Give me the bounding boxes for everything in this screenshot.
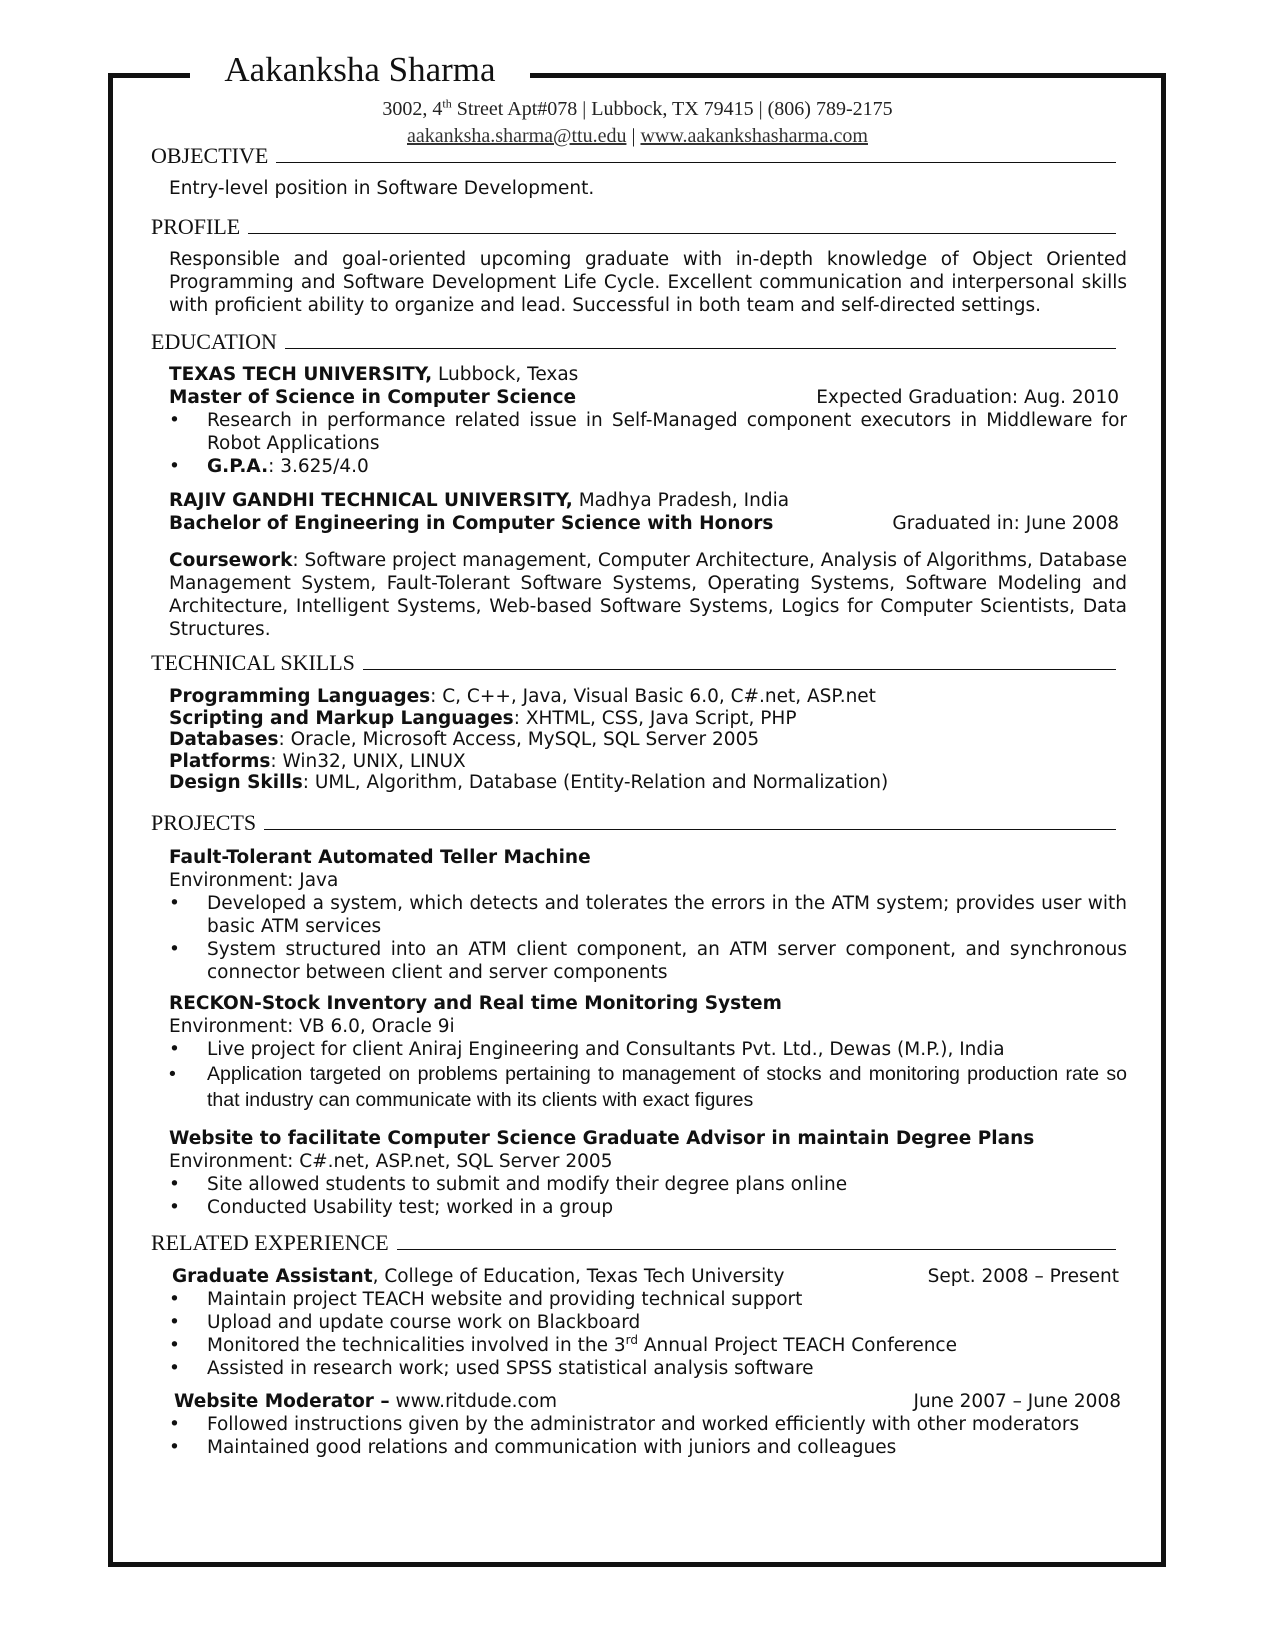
coursework: Coursework: Software project management, Computer Architecture, Analysis of Algorithms, Database Management System, Fault-Tolerant Software Systems, Operating Systems, Software Modeling and Architecture, Intelligent Systems, Web-based Software Systems, Logics for Computer Scientists, Data Structures.: [169, 550, 1127, 640]
skill-row: Databases: Oracle, Microsoft Access, MySQL, SQL Server 2005: [169, 729, 760, 750]
profile-heading: PROFILE: [151, 214, 1116, 240]
website-link[interactable]: www.aakankshasharma.com: [640, 125, 868, 147]
list-item: • Maintain project TEACH website and providing technical support: [169, 1288, 1127, 1311]
job-website-moderator: Website Moderator – www.ritdude.com June 2007 – June 2008 • Followed instructions given by the administrator and worked efficiently with other moderators • Maintained good relations and communication with juniors and colleagues: [169, 1390, 1127, 1459]
skills-heading: TECHNICAL SKILLS: [151, 650, 1116, 676]
list-item: • Upload and update course work on Blackboard: [169, 1311, 1127, 1334]
list-item: • Developed a system, which detects and tolerates the errors in the ATM system; provides user with basic ATM services: [169, 892, 1127, 938]
candidate-name: Aakanksha Sharma: [190, 50, 530, 90]
list-item: • Research in performance related issue in Self-Managed component executors in Middleware for Robot Applications: [169, 409, 1127, 455]
contact-address: 3002, 4th Street Apt#078 | Lubbock, TX 79415 | (806) 789-2175: [382, 96, 893, 120]
list-item: • Maintained good relations and communication with juniors and colleagues: [169, 1436, 1127, 1459]
skill-row: Scripting and Markup Languages: XHTML, CSS, Java Script, PHP: [169, 707, 797, 729]
list-item: • Assisted in research work; used SPSS statistical analysis software: [169, 1357, 1127, 1380]
job-graduate-assistant: Graduate Assistant, College of Education, Texas Tech University Sept. 2008 – Present • Maintain project TEACH website and providing technical support • Upload and update course work on Blackboard • Monitored the technicalities involved in the 3rd Annual Project TEACH Conference • Assisted in research work; used SPSS statistical analysis software: [169, 1265, 1127, 1380]
list-item: • Application targeted on problems pertaining to management of stocks and monitoring production rate so that industry can communicate with its clients with exact figures: [169, 1061, 1127, 1113]
list-item: • Site allowed students to submit and modify their degree plans online: [169, 1173, 1127, 1196]
objective-heading: OBJECTIVE: [151, 143, 1116, 169]
education-rgtu: RAJIV GANDHI TECHNICAL UNIVERSITY, Madhya Pradesh, India Bachelor of Engineering in Computer Science with Honors Graduated in: June 2008: [169, 490, 1119, 534]
list-item: • System structured into an ATM client component, an ATM server component, and synchronous connector between client and server components: [169, 938, 1127, 984]
education-ttu: TEXAS TECH UNIVERSITY, Lubbock, Texas Master of Science in Computer Science Expected Graduation: Aug. 2010 • Research in performance related issue in Self-Managed component executors in Middleware for Robot Applications • G.P.A.: 3.625/4.0: [169, 363, 1127, 478]
objective-text: Entry-level position in Software Development.: [169, 178, 595, 199]
skill-row: Platforms: Win32, UNIX, LINUX: [169, 750, 466, 772]
project-website: Website to facilitate Computer Science Graduate Advisor in maintain Degree Plans Environment: C#.net, ASP.net, SQL Server 2005 • Site allowed students to submit and modify their degree plans online • Conducted Usability test; worked in a group: [169, 1127, 1127, 1219]
list-item: • Followed instructions given by the administrator and worked efficiently with other moderators: [169, 1413, 1127, 1436]
skill-row: Programming Languages: C, C++, Java, Visual Basic 6.0, C#.net, ASP.net: [169, 686, 876, 707]
profile-text: Responsible and goal-oriented upcoming graduate with in-depth knowledge of Object Oriented Programming and Software Development Life Cycle. Excellent communication and interpersonal skills with proficient ability to organize and lead. Successful in both team and self-directed settings.: [169, 249, 1127, 316]
email-link[interactable]: aakanksha.sharma@ttu.edu: [407, 125, 627, 147]
projects-heading: PROJECTS: [151, 810, 1116, 836]
project-reckon: RECKON-Stock Inventory and Real time Monitoring System Environment: VB 6.0, Oracle 9i • Live project for client Aniraj Engineering and Consultants Pvt. Ltd., Dewas (M.P.), India • Application targeted on problems pertaining to management of stocks and monitoring production rate so that industry can communicate with its clients with exact figures: [169, 992, 1127, 1113]
list-item: • Monitored the technicalities involved in the 3rd Annual Project TEACH Conference: [169, 1334, 1127, 1357]
skill-row: Design Skills: UML, Algorithm, Database (Entity-Relation and Normalization): [169, 772, 889, 793]
skills-list: [169, 686, 1127, 794]
list-item: • G.P.A.: 3.625/4.0: [169, 455, 1127, 478]
list-item: • Live project for client Aniraj Engineering and Consultants Pvt. Ltd., Dewas (M.P.), India: [169, 1038, 1127, 1061]
contact-links: aakanksha.sharma@ttu.edu | www.aakankshasharma.com: [407, 125, 868, 147]
experience-heading: RELATED EXPERIENCE: [151, 1230, 1116, 1256]
education-heading: EDUCATION: [151, 329, 1116, 355]
project-atm: Fault-Tolerant Automated Teller Machine Environment: Java • Developed a system, which detects and tolerates the errors in the ATM system; provides user with basic ATM services • System structured into an ATM client component, an ATM server component, and synchronous connector between client and server components: [169, 846, 1127, 984]
list-item: • Conducted Usability test; worked in a group: [169, 1196, 1127, 1219]
